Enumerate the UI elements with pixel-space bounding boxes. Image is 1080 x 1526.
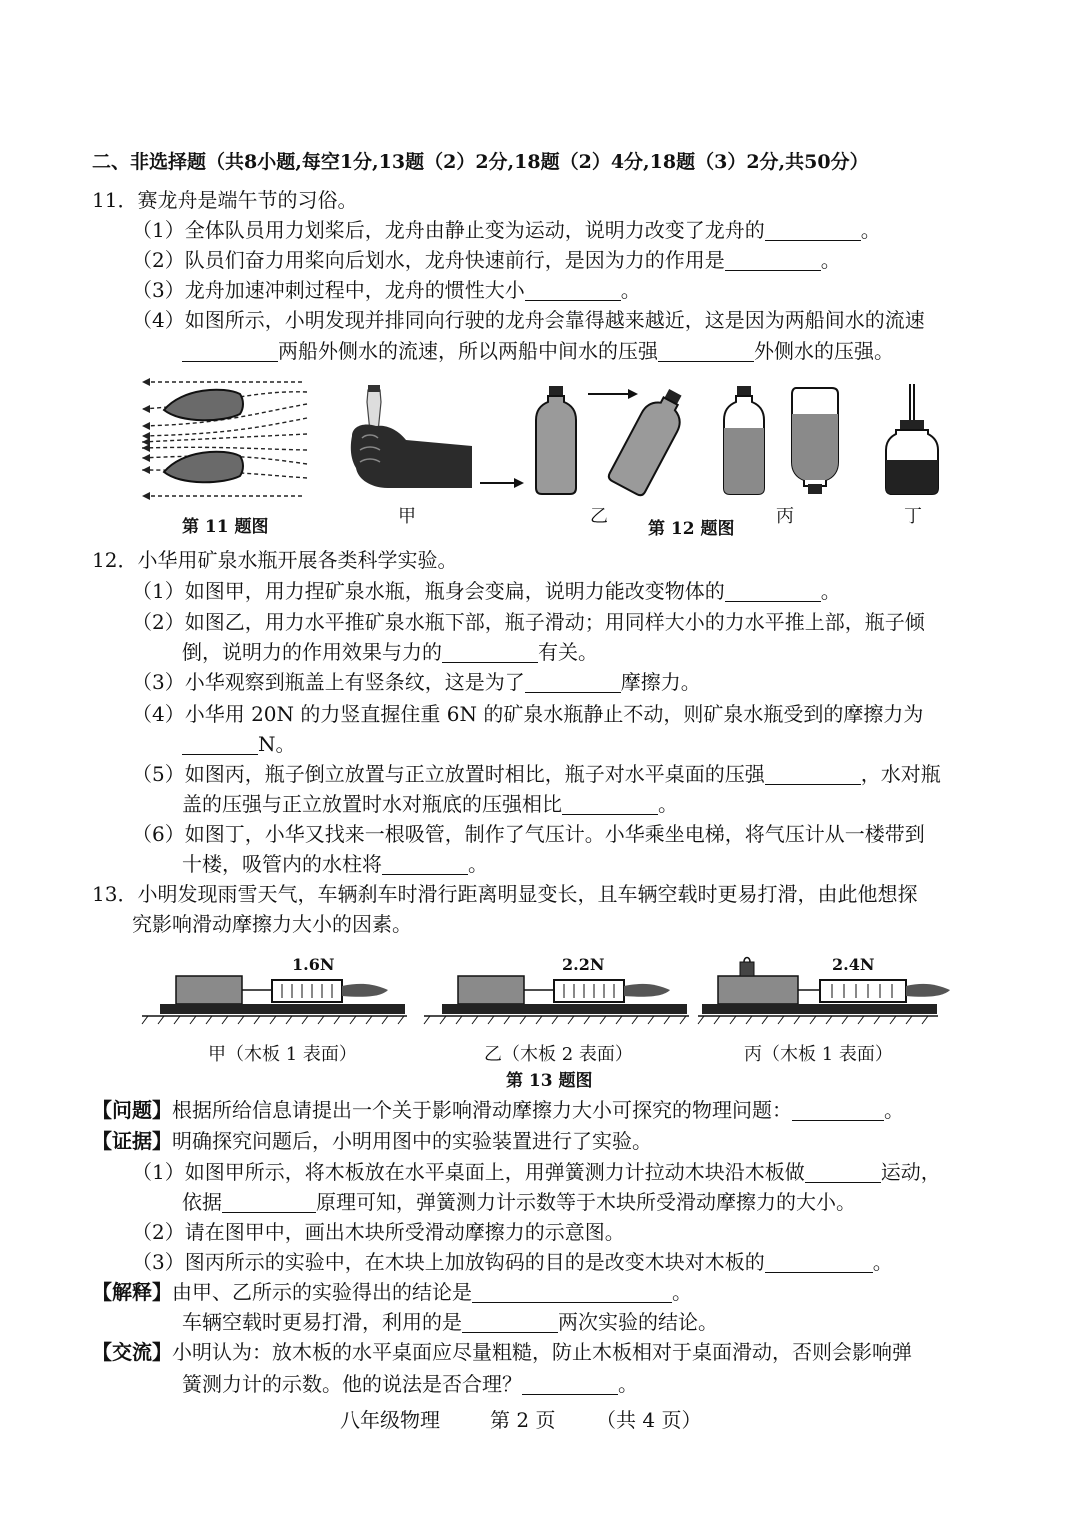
- answer-blank[interactable]: [522, 1374, 618, 1395]
- footer-subject: 八年级物理: [340, 1408, 440, 1432]
- answer-blank[interactable]: [525, 280, 621, 301]
- q13-jiaoliu-b: 簧测力计的示数。他的说法是否合理？ 。: [182, 1372, 638, 1396]
- q12-stem: 12．小华用矿泉水瓶开展各类科学实验。: [92, 548, 458, 572]
- q12-part1: （1）如图甲，用力捏矿泉水瓶，瓶身会变扁，说明力能改变物体的 。: [132, 579, 841, 603]
- answer-blank[interactable]: [765, 764, 861, 785]
- section-header: 二、非选择题（共8小题,每空1分,13题（2）2分,18题（2）4分,18题（3）2分,共50分）: [92, 151, 869, 173]
- q13-zhengju: 【证据】明确探究问题后，小明用图中的实验装置进行了实验。: [92, 1129, 652, 1153]
- q13-evidence3: （3）图丙所示的实验中，在木块上加放钩码的目的是改变木块对木板的 。: [132, 1250, 893, 1274]
- fig13-force-bing: 2.4N: [832, 955, 875, 974]
- q12-part4a: （4）小华用 20N 的力竖直握住重 6N 的矿泉水瓶静止不动，则矿泉水瓶受到的摩擦力为: [132, 702, 924, 726]
- fig13-label-yi: 乙（木板 2 表面）: [484, 1044, 633, 1065]
- fig12-jia-hand-bottle: [348, 384, 478, 494]
- q12-part2a: （2）如图乙，用力水平推矿泉水瓶下部，瓶子滑动；用同样大小的力水平推上部，瓶子倾: [132, 610, 925, 634]
- fig13-label-bing: 丙（木板 1 表面）: [744, 1044, 893, 1065]
- answer-blank[interactable]: [562, 794, 658, 815]
- answer-blank[interactable]: [442, 642, 538, 663]
- q13-wenti: 【问题】根据所给信息请提出一个关于影响滑动摩擦力大小可探究的物理问题： 。: [92, 1098, 904, 1122]
- fig12-label-bing: 丙: [776, 506, 794, 527]
- fig12-bing-bottles: [724, 384, 844, 496]
- q11-stem: 11．赛龙舟是端午节的习俗。: [92, 188, 358, 212]
- q11-part3: （3）龙舟加速冲刺过程中，龙舟的惯性大小 。: [132, 278, 641, 302]
- q11-part2: （2）队员们奋力用桨向后划水，龙舟快速前行，是因为力的作用是 。: [132, 248, 841, 272]
- fig12-label-jia: 甲: [398, 506, 416, 527]
- answer-blank[interactable]: [792, 1100, 884, 1121]
- footer-page: 第 2 页: [490, 1408, 556, 1432]
- answer-blank[interactable]: [382, 854, 468, 875]
- q12-part2b: 倒，说明力的作用效果与力的 有关。: [182, 640, 598, 664]
- fig13-force-yi: 2.2N: [562, 955, 605, 974]
- q12-part6b: 十楼，吸管内的水柱将 。: [182, 852, 488, 876]
- answer-blank[interactable]: [462, 1312, 558, 1333]
- fig12-ding-barometer: [882, 384, 942, 496]
- q12-part6a: （6）如图丁，小华又找来一根吸管，制作了气压计。小华乘坐电梯，将气压计从一楼带到: [132, 822, 925, 846]
- fig12-label-yi: 乙: [590, 506, 608, 527]
- q12-part3: （3）小华观察到瓶盖上有竖条纹，这是为了 摩擦力。: [132, 670, 701, 694]
- fig13-force-jia: 1.6N: [292, 955, 335, 974]
- q13-jieshi-a: 【解释】由甲、乙所示的实验得出的结论是 。: [92, 1280, 692, 1304]
- answer-blank[interactable]: [765, 220, 861, 241]
- fig11-caption: 第 11 题图: [182, 517, 269, 537]
- q13-stem-b: 究影响滑动摩擦力大小的因素。: [132, 912, 412, 936]
- answer-blank[interactable]: [725, 250, 821, 271]
- q11-part4b: 两船外侧水的流速，所以两船中间水的压强 外侧水的压强。: [182, 337, 894, 365]
- fig13-label-jia: 甲（木板 1 表面）: [208, 1044, 357, 1065]
- answer-blank[interactable]: [725, 581, 821, 602]
- answer-blank[interactable]: [658, 341, 754, 362]
- fig12-yi-bottles: [538, 384, 688, 496]
- arrow-icon: [478, 476, 526, 490]
- fig13-yi-setup: [424, 954, 689, 1032]
- answer-blank[interactable]: [805, 1162, 881, 1183]
- q13-evidence1a: （1）如图甲所示，将木板放在水平桌面上，用弹簧测力计拉动木块沿木板做 运动，: [132, 1160, 941, 1184]
- fig13-jia-setup: [142, 954, 407, 1032]
- answer-blank[interactable]: [765, 1252, 873, 1273]
- fig11-boats-diagram: [132, 374, 312, 504]
- q13-jiaoliu-a: 【交流】小明认为：放木板的水平桌面应尽量粗糙，防止木板相对于桌面滑动，否则会影响弹: [92, 1340, 912, 1364]
- fig13-bing-setup: [698, 954, 963, 1032]
- q13-evidence2: （2）请在图甲中，画出木块所受滑动摩擦力的示意图。: [132, 1220, 625, 1244]
- answer-blank[interactable]: [182, 341, 278, 362]
- answer-blank[interactable]: [472, 1282, 672, 1303]
- q11-part4a: （4）如图所示，小明发现并排同向行驶的龙舟会靠得越来越近，这是因为两船间水的流速: [132, 308, 925, 332]
- q13-stem-a: 13．小明发现雨雪天气，车辆刹车时滑行距离明显变长，且车辆空载时更易打滑，由此他想探: [92, 882, 918, 906]
- q12-part4b: N。: [182, 730, 296, 758]
- q13-jieshi-b: 车辆空载时更易打滑，利用的是 两次实验的结论。: [182, 1310, 718, 1334]
- answer-blank[interactable]: [525, 672, 621, 693]
- fig12-label-ding: 丁: [904, 506, 922, 527]
- answer-blank[interactable]: [182, 734, 258, 755]
- q13-evidence1b: 依据 原理可知，弹簧测力计示数等于木块所受滑动摩擦力的大小。: [182, 1190, 856, 1214]
- footer-total: （共 4 页）: [596, 1408, 702, 1432]
- q12-part5a: （5）如图丙，瓶子倒立放置与正立放置时相比，瓶子对水平桌面的压强 ，水对瓶: [132, 762, 941, 786]
- q12-part5b: 盖的压强与正立放置时水对瓶底的压强相比 。: [182, 792, 678, 816]
- fig13-caption: 第 13 题图: [506, 1071, 593, 1091]
- fig12-caption: 第 12 题图: [648, 519, 735, 539]
- q11-part1: （1）全体队员用力划桨后，龙舟由静止变为运动，说明力改变了龙舟的 。: [132, 218, 881, 242]
- answer-blank[interactable]: [222, 1192, 316, 1213]
